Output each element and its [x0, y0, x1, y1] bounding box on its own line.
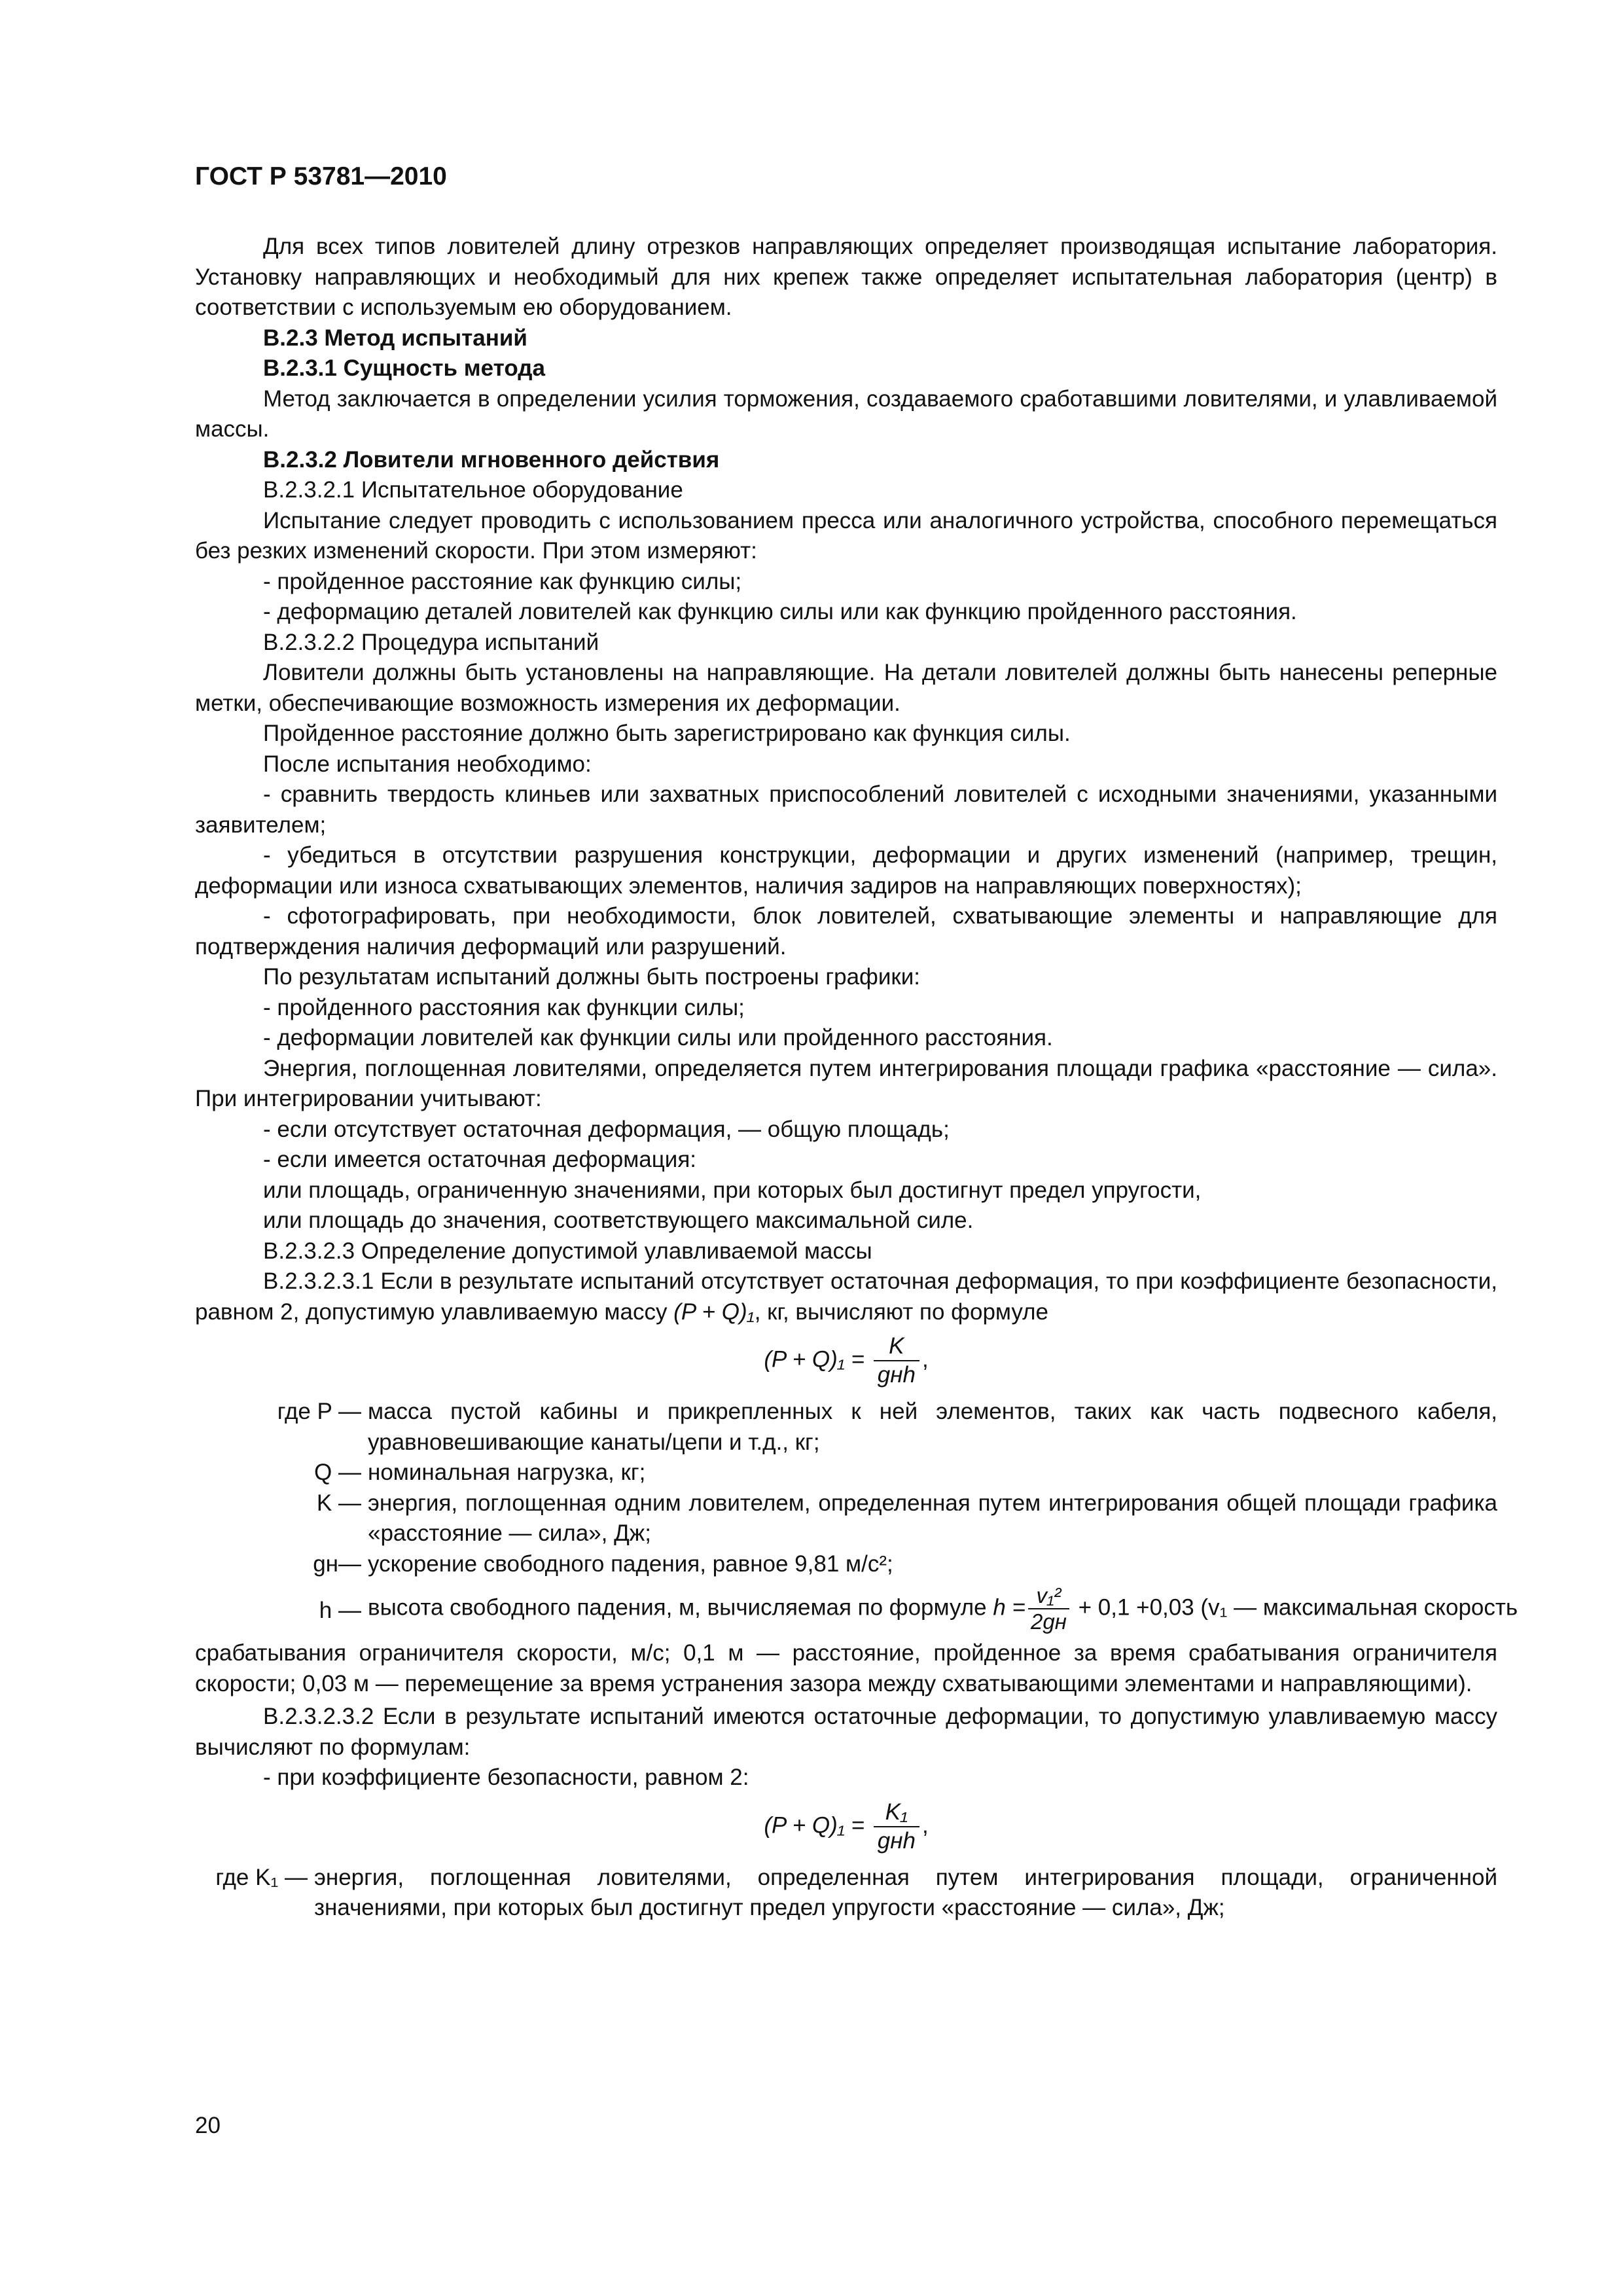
list-item: - деформацию деталей ловителей как функцию силы или как функцию пройденного расстояния. [263, 599, 1297, 624]
definition-symbol: где K₁ — [215, 1864, 308, 1890]
fraction-denominator: gнh [877, 1362, 916, 1388]
list-item: - если имеется остаточная деформация: [263, 1147, 696, 1172]
paragraph-text: , кг, вычисляют по формуле [754, 1299, 1048, 1325]
paragraph: Энергия, поглощенная ловителями, определяется путем интегрирования площади графика «расстояние — сила». При интегрировании учитывают: [195, 1055, 1497, 1111]
fraction [874, 1799, 919, 1855]
list-item: - деформации ловителей как функции силы или пройденного расстояния. [263, 1025, 1053, 1050]
definition-text: ускорение свободного падения, равное 9,81 м/с²; [368, 1551, 893, 1577]
definition-text: энергия, поглощенная одним ловителем, определенная путем интегрирования общей площади графика «расстояние — сила», Дж; [368, 1490, 1497, 1546]
standard-header: ГОСТ Р 53781—2010 [195, 162, 447, 190]
definition-row [195, 1549, 1497, 1580]
definition-text-part: высота свободного падения, м, вычисляемая по формуле [368, 1594, 987, 1621]
formula-lhs: (P + Q)₁ = [764, 1812, 865, 1838]
paragraph: После испытания необходимо: [263, 751, 592, 777]
paragraph: По результатам испытаний должны быть построены графики: [263, 964, 920, 990]
definition-symbol: K — [316, 1490, 361, 1516]
definition-symbol: Q — [314, 1460, 361, 1485]
list-item: - если отсутствует остаточная деформация, — общую площадь; [263, 1116, 950, 1142]
definition-text: масса пустой кабины и прикрепленных к ней элементов, таких как часть подвесного кабеля, уравновешивающие канаты/цепи и т.д., кг; [368, 1399, 1497, 1455]
document-page [195, 162, 1518, 1924]
fraction-numerator: K [874, 1333, 919, 1361]
paragraph: Метод заключается в определении усилия торможения, создаваемого сработавшими ловителями, и улавливаемой массы. [195, 386, 1497, 442]
mass-symbol: (P + Q)₁ [673, 1299, 755, 1325]
paragraph: Для всех типов ловителей длину отрезков направляющих определяет производящая испытание лаборатория. Установку направляющих и необходимый для них крепеж также определяет испытательная лаборатория (центр) в соответствии с используемым ею оборудованием. [195, 234, 1497, 320]
definition-row [195, 1397, 1497, 1458]
definition-row [195, 1488, 1497, 1549]
paragraph [195, 1266, 1497, 1327]
fraction [874, 1333, 919, 1389]
definition-text: номинальная нагрузка, кг; [368, 1460, 646, 1485]
subsection-heading: В.2.3.2.3 Определение допустимой улавливаемой массы [263, 1238, 872, 1264]
list-item: - пройденного расстояния как функции силы; [263, 994, 745, 1020]
paragraph: Испытание следует проводить с использованием пресса или аналогичного устройства, способного перемещаться без резких изменений скорости. При этом измеряют: [195, 507, 1497, 564]
paragraph: срабатывания ограничителя скорости, м/с; 0,1 м — расстояние, пройденное за время срабатывания ограничителя скорости; 0,03 м — перемещение за время устранения зазора между схватывающими элементами и направляющими). [195, 1640, 1497, 1696]
section-heading: В.2.3 Метод испытаний [263, 325, 527, 351]
definition-symbol: gн— [313, 1551, 361, 1577]
paragraph: В.2.3.2.3.2 Если в результате испытаний имеются остаточные деформации, то допустимую улавливаемую массу вычисляют по формулам: [195, 1704, 1497, 1760]
h-fraction [1028, 1583, 1069, 1634]
definition-row-h [195, 1583, 1518, 1638]
h-numerator: v₁² [1028, 1583, 1069, 1609]
paragraph: Ловители должны быть установлены на направляющие. На детали ловителей должны быть нанесены реперные метки, обеспечивающие возможность измерения их деформации. [195, 660, 1497, 716]
paragraph-text: В.2.3.2.3.1 Если в результате испытаний отсутствует остаточная деформация, то при коэффициенте безопасности, равном 2, допустимую улавливаемую массу [195, 1268, 1497, 1325]
paragraph: или площадь, ограниченную значениями, при которых был достигнут предел упругости, [263, 1177, 1202, 1203]
subsection-heading: В.2.3.2.2 Процедура испытаний [263, 629, 599, 655]
list-item: - убедиться в отсутствии разрушения конструкции, деформации и других изменений (например, трещин, деформации или износа схватывающих элементов, наличия задиров на направляющих поверхностях); [195, 842, 1497, 899]
list-item: - при коэффициенте безопасности, равном 2: [263, 1765, 749, 1790]
h-formula-lhs: h = [993, 1594, 1026, 1621]
section-heading: В.2.3.2 Ловители мгновенного действия [263, 446, 720, 473]
formula-2: (P + Q)₁ = $\frac{\text{K₁}}{\text{gнh}}$ , [764, 1799, 929, 1854]
list-item: - сфотографировать, при необходимости, блок ловителей, схватывающие элементы и направляющие для подтверждения наличия деформаций или разрушений. [195, 903, 1497, 960]
definition-text [361, 1583, 1518, 1638]
fraction-denominator: gнh [877, 1827, 916, 1854]
subsection-heading: В.2.3.2.1 Испытательное оборудование [263, 477, 683, 503]
definition-row [195, 1863, 1497, 1924]
page-number: 20 [195, 2113, 221, 2138]
h-denominator: 2gн [1030, 1609, 1067, 1634]
definition-row [195, 1458, 1497, 1488]
list-item: - пройденное расстояние как функцию силы; [263, 568, 742, 594]
list-item: - сравнить твердость клиньев или захватных приспособлений ловителей с исходными значениями, указанными заявителем; [195, 781, 1497, 838]
definition-symbol: где P — [277, 1399, 361, 1424]
fraction-numerator: K₁ [874, 1799, 919, 1827]
formula-lhs: (P + Q)₁ = [764, 1346, 865, 1372]
definition-symbol: h — [319, 1598, 361, 1623]
formula-1: (P + Q)₁ = $\frac{K}{\text{gнh}}$ , [764, 1333, 929, 1388]
paragraph: Пройденное расстояние должно быть зарегистрировано как функция силы. [263, 721, 1071, 746]
definition-text: энергия, поглощенная ловителями, определенная путем интегрирования площади, ограниченной значениями, при которых был достигнут предел упругости «расстояние — сила», Дж; [314, 1864, 1497, 1920]
definition-text-part: + 0,1 +0,03 (v₁ — максимальная скорость [1078, 1594, 1518, 1621]
paragraph: или площадь до значения, соответствующего максимальной силе. [263, 1208, 974, 1233]
section-heading: В.2.3.1 Сущность метода [263, 355, 545, 381]
